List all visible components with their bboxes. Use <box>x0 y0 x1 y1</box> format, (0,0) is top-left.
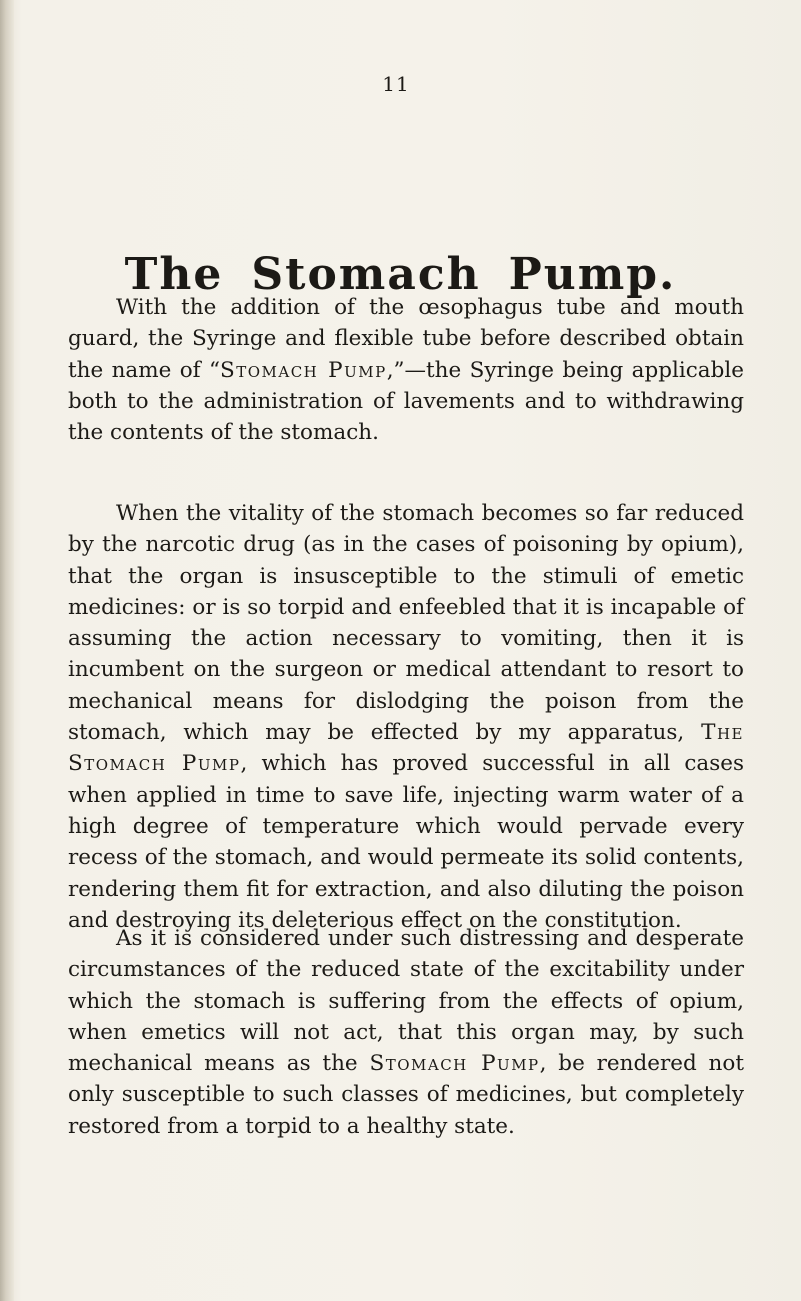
paragraph-2 <box>68 498 744 936</box>
page-number: 11 <box>382 72 410 96</box>
stomach-pump-term: Stomach Pump <box>369 1051 540 1077</box>
paragraph-1-text-a: With the addition of the œsophagus tube and mouth guard, the Syringe and flexible tube before described obtain the name of “ <box>68 295 744 383</box>
title-word-3: Pump. <box>508 249 677 301</box>
paragraph-1 <box>68 292 744 448</box>
paragraph-3 <box>68 923 744 1142</box>
stomach-pump-term: Stomach Pump <box>219 357 387 383</box>
the-stomach-pump-term: The Stomach Pump <box>68 720 744 777</box>
title-word-1: The <box>124 249 224 301</box>
paragraph-2-text-a: When the vitality of the stomach becomes so far reduced by the narcotic drug (as in the cases of poisoning by opium), that the organ is insusceptible to the stimuli of emetic medicines: or is so torpid and enfeebled that it is incapable of assuming the action necessary to vomiting, then it is incumbent on the surgeon or medical attendant to resort to mechanical means for dislodging the poison from the stomach, which may be effected by my apparatus, <box>68 501 744 746</box>
paragraph-3-text-b: , be rendered not only susceptible to such classes of medicines, but completely restored from a torpid to a healthy state. <box>68 1051 744 1139</box>
paragraph-3-text-a: As it is considered under such distressing and desperate circumstances of the reduced state of the excitability under which the stomach is suffering from the effects of opium, when emetics will not act, that this organ may, by such mechanical means as the <box>68 926 744 1077</box>
paragraph-1-text-b: ,”—the Syringe being applicable both to the administration of lavements and to withdrawing the contents of the stomach. <box>68 357 744 446</box>
paragraph-2-text-b: , which has proved successful in all cases when applied in time to save life, injecting warm water of a high degree of temperature which would pervade every recess of the stomach, and would permeate its solid contents, rendering them fit for extraction, and also diluting the poison and destroying its deleterious effect on the constitution. <box>68 751 744 933</box>
page-binding-edge <box>0 0 14 1301</box>
title-word-2: Stomach <box>251 249 481 301</box>
